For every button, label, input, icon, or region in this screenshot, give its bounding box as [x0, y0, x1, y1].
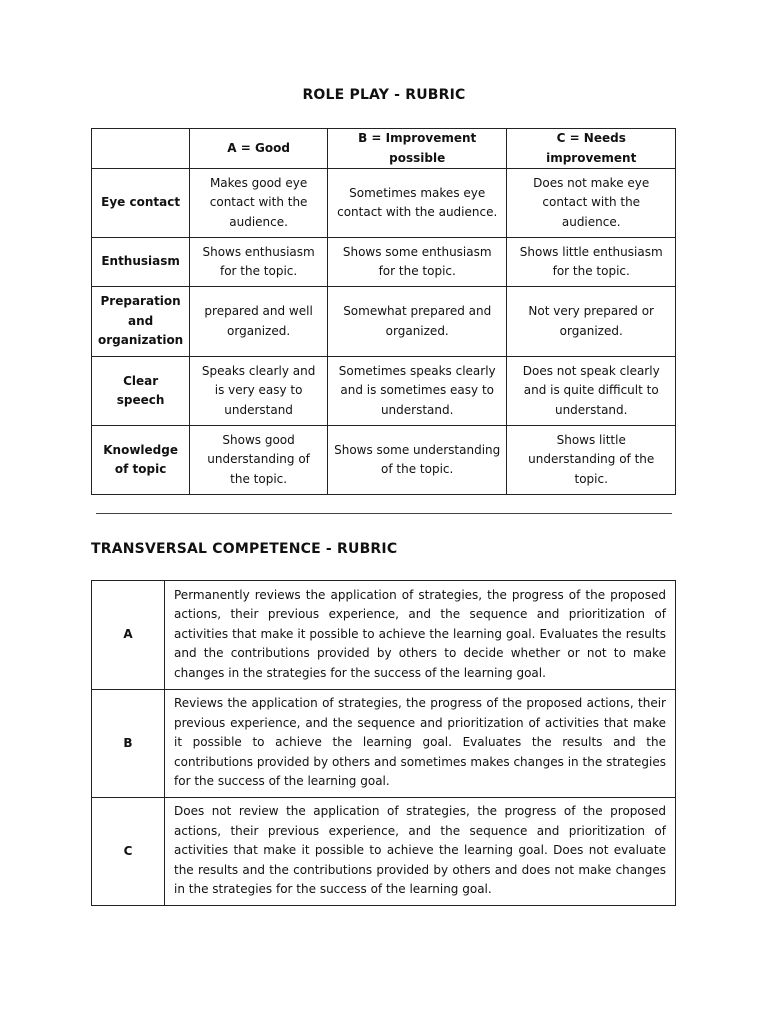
level-b-cell: Shows some understanding of the topic. — [327, 426, 506, 495]
level-a-cell: Makes good eye contact with the audience. — [190, 169, 328, 238]
level-b-cell: Somewhat prepared and organized. — [327, 287, 506, 357]
level-description-cell: Reviews the application of strategies, the progress of the proposed actions, their previous experience, and the sequence and prioritization of activities that make it possible to achieve the learning goal. Evaluates the results and the contributions provided by others and sometimes makes changes in the strategies for the success of the learning goal. — [165, 690, 676, 798]
criterion-cell: Clear speech — [92, 357, 190, 426]
level-c-cell: Shows little enthusiasm for the topic. — [507, 238, 676, 287]
level-description-cell: Permanently reviews the application of strategies, the progress of the proposed actions, their previous experience, and the sequence and prioritization of activities that make it possible to achieve the learning goal. Evaluates the results and the contributions provided by others to decide whether or not to make changes in the strategies for the success of the learning goal. — [165, 581, 676, 690]
level-c-cell: Does not speak clearly and is quite difficult to understand. — [507, 357, 676, 426]
header-cell-empty — [92, 129, 190, 169]
table-row — [92, 798, 676, 906]
table-row — [92, 581, 676, 690]
table-row — [92, 357, 676, 426]
section-divider — [96, 513, 672, 514]
header-row — [92, 129, 676, 169]
table-row — [92, 169, 676, 238]
level-label-cell: B — [92, 690, 165, 798]
criterion-cell: Eye contact — [92, 169, 190, 238]
table-row — [92, 287, 676, 357]
level-b-cell: Sometimes speaks clearly and is sometimes easy to understand. — [327, 357, 506, 426]
criterion-cell: Knowledge of topic — [92, 426, 190, 495]
level-b-cell: Shows some enthusiasm for the topic. — [327, 238, 506, 287]
criterion-cell: Preparation and organization — [92, 287, 190, 357]
role-play-rubric-table — [91, 128, 676, 495]
table-row — [92, 690, 676, 798]
level-c-cell: Does not make eye contact with the audience. — [507, 169, 676, 238]
level-label-cell: C — [92, 798, 165, 906]
table-row — [92, 426, 676, 495]
level-a-cell: prepared and well organized. — [190, 287, 328, 357]
transversal-title: TRANSVERSAL COMPETENCE - RUBRIC — [91, 541, 398, 557]
header-cell-a: A = Good — [190, 129, 328, 169]
level-description-cell: Does not review the application of strategies, the progress of the proposed actions, their previous experience, and the sequence and prioritization of activities that make it possible to achieve the learning goal. Does not evaluate the results and the contributions provided by others and does not make changes in the strategies for the success of the learning goal. — [165, 798, 676, 906]
level-a-cell: Shows good understanding of the topic. — [190, 426, 328, 495]
level-c-cell: Shows little understanding of the topic. — [507, 426, 676, 495]
header-cell-c: C = Needs improvement — [507, 129, 676, 169]
level-label-cell: A — [92, 581, 165, 690]
header-cell-b: B = Improvement possible — [327, 129, 506, 169]
level-a-cell: Shows enthusiasm for the topic. — [190, 238, 328, 287]
criterion-cell: Enthusiasm — [92, 238, 190, 287]
level-c-cell: Not very prepared or organized. — [507, 287, 676, 357]
role-play-title: ROLE PLAY - RUBRIC — [302, 87, 466, 103]
transversal-rubric-table — [91, 580, 676, 906]
level-b-cell: Sometimes makes eye contact with the audience. — [327, 169, 506, 238]
table-row — [92, 238, 676, 287]
level-a-cell: Speaks clearly and is very easy to understand — [190, 357, 328, 426]
